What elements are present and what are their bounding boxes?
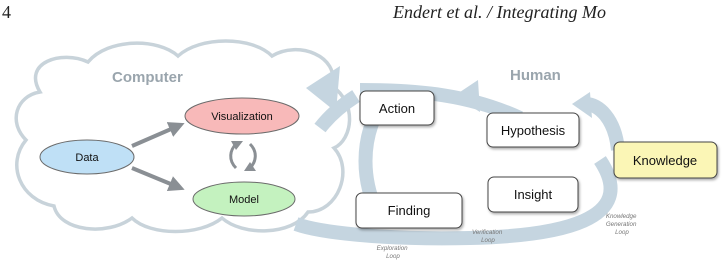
knowledge-generation-loop-label-line-1: Knowledge	[605, 213, 637, 220]
exploration-loop-label	[377, 245, 410, 260]
verification-loop-label-line-1: Verification	[471, 229, 503, 236]
exploration-loop-label-line-1: Exploration	[376, 245, 408, 252]
finding-node-label: Finding	[387, 203, 431, 218]
knowledge-generation-loop-label-line-3: Loop	[615, 229, 629, 236]
computer-cloud	[16, 41, 349, 232]
action-node-label: Action	[378, 101, 416, 116]
computer-label: Computer	[112, 69, 183, 86]
insight-node-label: Insight	[513, 187, 553, 202]
hypothesis-node-label: Hypothesis	[500, 123, 566, 138]
exploration-loop-label-line-2: Loop	[386, 253, 400, 260]
verification-arrowhead	[454, 80, 480, 112]
page-number: 4	[2, 2, 11, 22]
running-head: Endert et al. / Integrating Mo	[393, 2, 606, 22]
model-node-label: Model	[229, 194, 259, 206]
knowledge-generation-loop-label	[606, 213, 638, 236]
knowledge-node-label: Knowledge	[632, 153, 698, 168]
knowledge-generation-loop-label-line-2: Generation	[605, 221, 637, 228]
human-label: Human	[510, 67, 561, 84]
data-node-label: Data	[75, 152, 99, 164]
verification-loop-label-line-2: Loop	[481, 237, 495, 244]
visualization-node-label: Visualization	[211, 111, 273, 123]
